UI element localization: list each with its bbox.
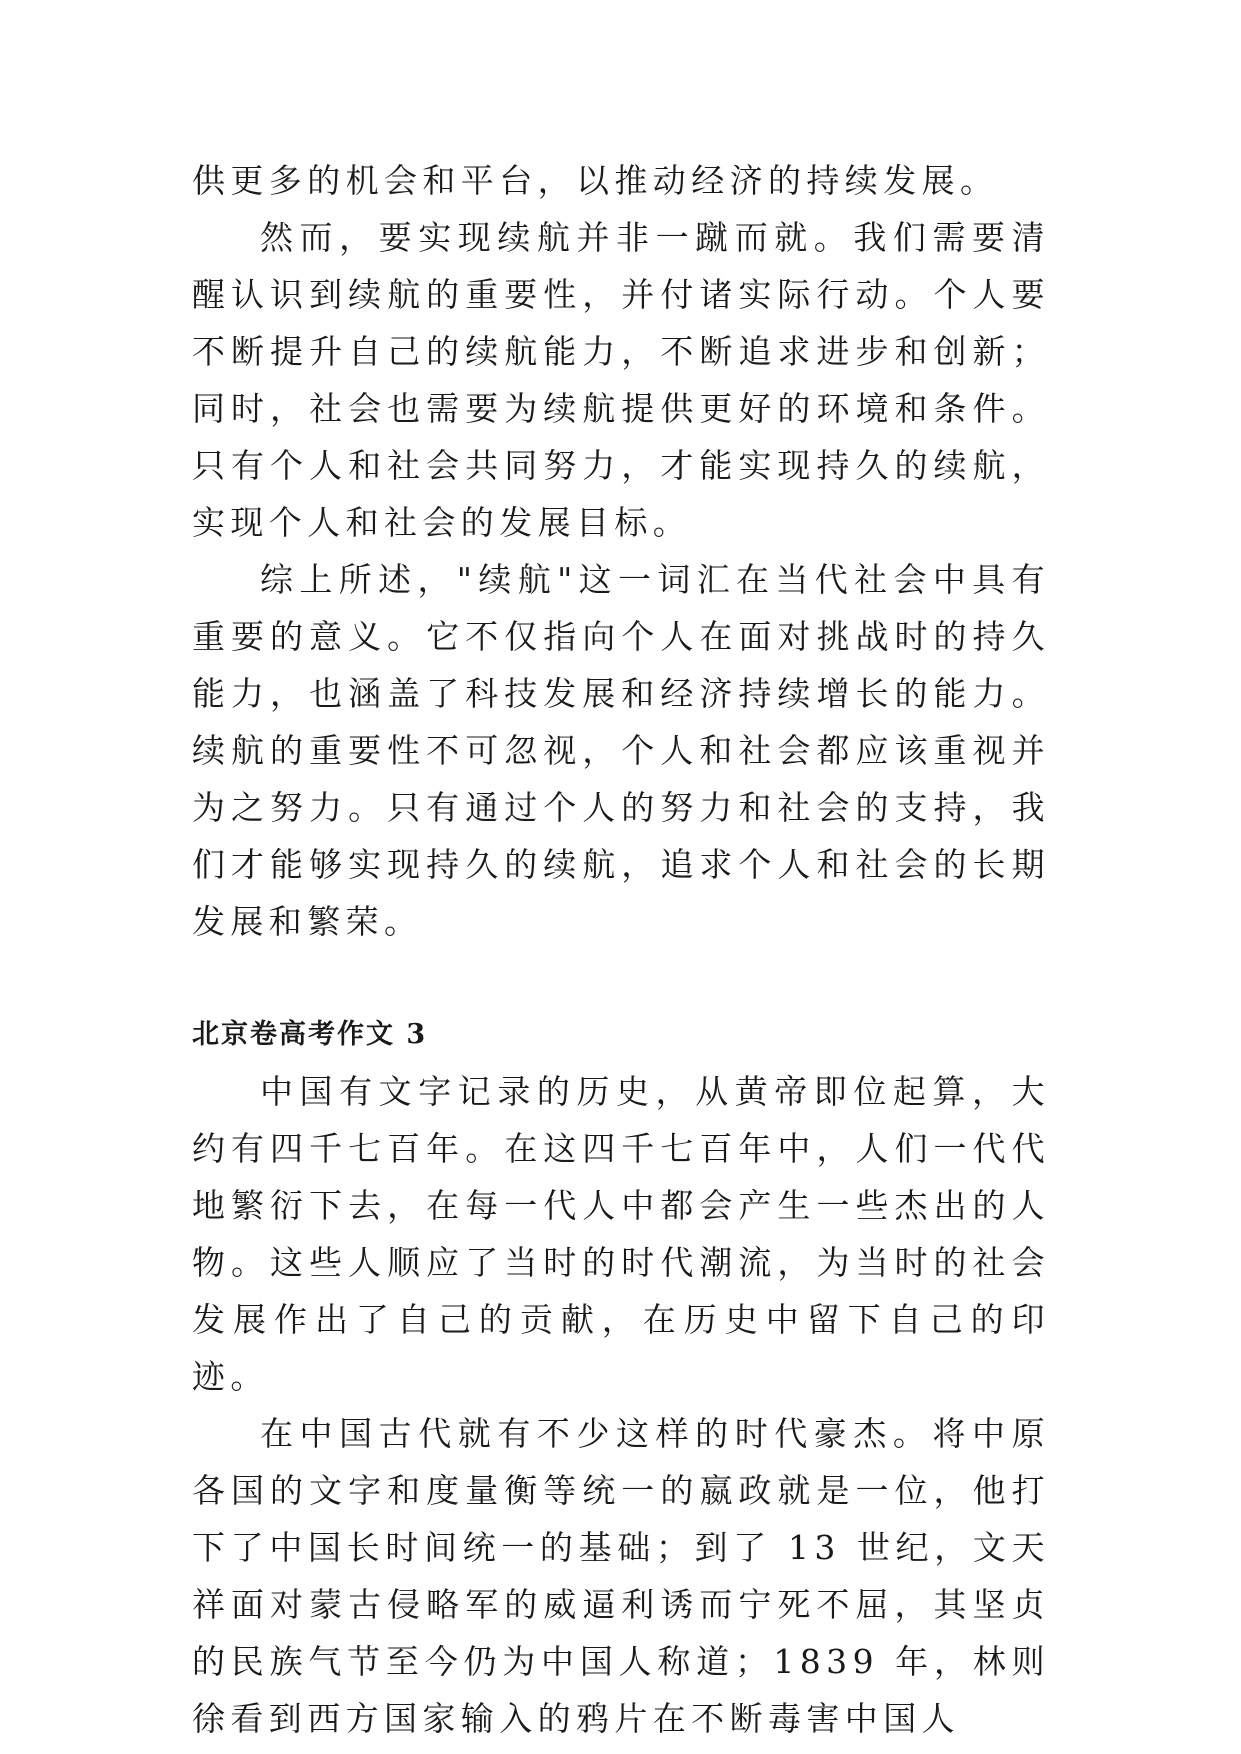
paragraph-endurance-effort: 然而，要实现续航并非一蹴而就。我们需要清醒认识到续航的重要性，并付诸实际行动。个人要不断提升自己的续航能力，不断追求进步和创新；同时，社会也需要为续航提供更好的环境和条件。只有个人和社会共同努力，才能实现持久的续航，实现个人和社会的发展目标。 <box>192 218 1050 542</box>
paragraph-history: 中国有文字记录的历史，从黄帝即位起算，大约有四千七百年。在这四千七百年中，人们一代代地繁衍下去，在每一代人中都会产生一些杰出的人物。这些人顺应了当时的时代潮流，为当时的社会发展作出了自己的贡献，在历史中留下自己的印迹。 <box>192 1072 1050 1396</box>
paragraph-heroes: 在中国古代就有不少这样的时代豪杰。将中原各国的文字和度量衡等统一的嬴政就是一位，他打下了中国长时间统一的基础；到了 13 世纪，文天祥面对蒙古侵略军的威逼利诱而宁死不屈，其坚贞的民族气节至今仍为中国人称道；1839 年，林则徐看到西方国家输入的鸦片在不断毒害中国人 <box>192 1414 1050 1738</box>
section-title: 北京卷高考作文 3 <box>192 1019 428 1050</box>
paragraph-conclusion: 综上所述，"续航"这一词汇在当代社会中具有重要的意义。它不仅指向个人在面对挑战时的持久能力，也涵盖了科技发展和经济持续增长的能力。续航的重要性不可忽视，个人和社会都应该重视并为之努力。只有通过个人的努力和社会的支持，我们才能够实现持久的续航，追求个人和社会的长期发展和繁荣。 <box>192 560 1050 941</box>
paragraph-continuation: 供更多的机会和平台，以推动经济的持续发展。 <box>192 161 999 200</box>
document-body <box>192 152 1050 1747</box>
